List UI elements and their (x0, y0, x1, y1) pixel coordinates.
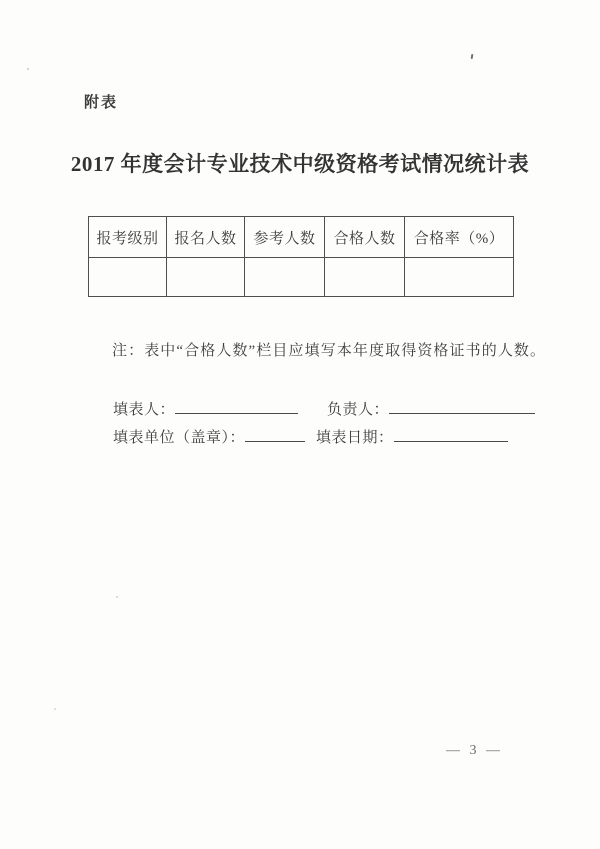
date-blank-line (394, 425, 508, 442)
scan-speckle (116, 596, 118, 598)
form-line-1 (113, 397, 535, 420)
cell-exam-level (89, 258, 167, 297)
cell-attended (245, 258, 325, 297)
header-attended: 参考人数 (245, 217, 325, 258)
note-text: 注：表中“合格人数”栏目应填写本年度取得资格证书的人数。 (112, 343, 547, 359)
filler-label: 填表人： (113, 402, 176, 418)
responsible-label: 负责人： (327, 402, 390, 418)
unit-label: 填表单位（盖章）： (113, 430, 246, 446)
filler-blank-line (175, 397, 298, 414)
table-header-row (89, 217, 514, 258)
scan-speckle (27, 68, 29, 70)
header-passed: 合格人数 (325, 217, 405, 258)
exam-statistics-table (88, 216, 514, 297)
cell-pass-rate (405, 258, 514, 297)
scan-speckle (54, 708, 56, 710)
responsible-blank-line (389, 397, 535, 414)
form-line-2 (113, 425, 508, 448)
table-row (89, 258, 514, 297)
page-number: — 3 — (446, 743, 503, 758)
cell-registered (167, 258, 245, 297)
header-registered: 报名人数 (167, 217, 245, 258)
header-pass-rate: 合格率（%） (405, 217, 514, 258)
cell-passed (325, 258, 405, 297)
appendix-label: 附表 (84, 95, 119, 111)
unit-blank-line (245, 425, 305, 442)
scan-speckle (471, 54, 474, 59)
header-exam-level: 报考级别 (89, 217, 167, 258)
date-label: 填表日期： (316, 430, 394, 446)
document-title: 2017 年度会计专业技术中级资格考试情况统计表 (70, 152, 530, 176)
